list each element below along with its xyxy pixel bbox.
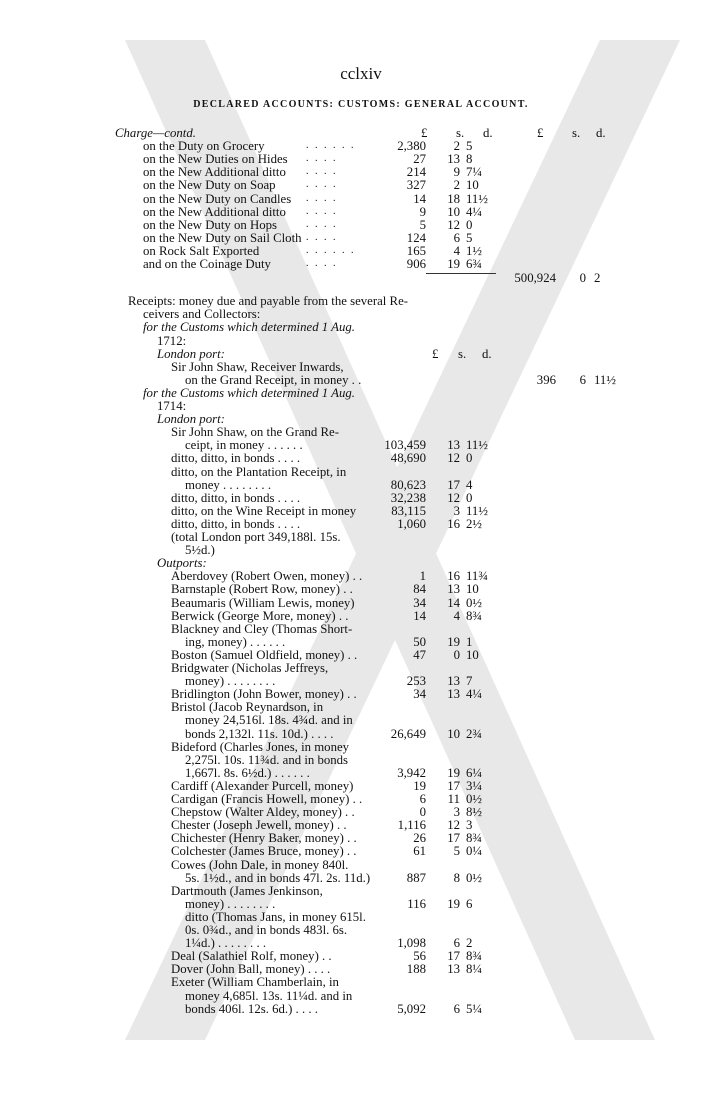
- outport-line: 1,667l. 8s. 6½d.) . . . . . .: [185, 765, 310, 780]
- customs-1714-year: 1714:: [157, 399, 187, 413]
- charge-line-label: on the New Additional ditto: [143, 165, 286, 180]
- charge-line-pounds: 5: [419, 217, 426, 232]
- london-port-line: 5½d.): [185, 543, 215, 558]
- outport-line-pence: 0½: [466, 870, 482, 885]
- shaw-1712-total-pence: 11½: [594, 372, 616, 387]
- outport-line-pence: 8¾: [466, 831, 482, 846]
- outport-line-shillings: 12: [447, 818, 460, 833]
- london-port-line-pounds: 83,115: [391, 503, 426, 518]
- shaw-1712-line: Sir John Shaw, Receiver Inwards,: [171, 359, 344, 374]
- outport-line-shillings: 19: [447, 896, 460, 911]
- outport-line-pounds: 0: [419, 805, 426, 820]
- charge-line-dots: . . . .: [306, 153, 338, 165]
- outport-line-pounds: 61: [413, 844, 426, 859]
- outport-line-shillings: 13: [447, 687, 460, 702]
- outport-line-pence: 10: [466, 647, 479, 662]
- outport-line-pence: 0¼: [466, 844, 482, 859]
- outport-line-shillings: 13: [447, 582, 460, 597]
- charge-total-pounds: 500,924: [514, 271, 556, 286]
- outport-line: Chepstow (Walter Aldey, money) . .: [171, 805, 355, 820]
- charge-line-pounds: 165: [406, 243, 426, 258]
- charge-line-shillings: 2: [453, 178, 460, 193]
- outport-line-pence: 2¾: [466, 726, 482, 741]
- outport-line-shillings: 3: [453, 805, 460, 820]
- outport-line-pence: 5¼: [466, 1001, 482, 1016]
- outport-line-pence: 3¼: [466, 778, 482, 793]
- london-port-line-pence: 0: [466, 490, 473, 505]
- charge-line-pence: 1½: [466, 243, 482, 258]
- charge-line-dots: . . . .: [306, 231, 338, 243]
- charge-line-pence: 7¼: [466, 165, 482, 180]
- page-number: cclxiv: [340, 64, 382, 83]
- outport-line: Dover (John Ball, money) . . . .: [171, 962, 331, 977]
- charge-line-dots: . . . . . .: [306, 140, 356, 152]
- outport-line-pounds: 26,649: [390, 726, 426, 741]
- receipts-heading-line: ceivers and Collectors:: [143, 307, 261, 322]
- london-port-line-pence: 11½: [466, 438, 488, 453]
- charge-line-pounds: 214: [406, 165, 426, 180]
- charge-line-shillings: 18: [447, 191, 460, 206]
- receipts-heading-line: Receipts: money due and payable from the several Re-: [128, 294, 409, 309]
- outport-line-pounds: 47: [413, 647, 426, 662]
- charge-sum-rule: [426, 273, 496, 274]
- outport-line-shillings: 6: [453, 1001, 460, 1016]
- outport-line-pounds: 14: [413, 608, 426, 623]
- outport-line-pounds: 3,942: [397, 765, 426, 780]
- outport-line: Dartmouth (James Jenkinson,: [171, 883, 323, 898]
- col-header-total-pence: d.: [596, 126, 606, 140]
- outport-line-pence: 0½: [466, 792, 482, 806]
- charge-line-pounds: 2,380: [397, 139, 426, 154]
- charge-line-label: on the New Duty on Sail Cloth: [143, 230, 302, 245]
- london-port-line-pounds: 80,623: [390, 477, 426, 492]
- london-port-line: money . . . . . . . .: [185, 477, 272, 492]
- outport-line-pence: 0½: [466, 595, 482, 610]
- london-port-line: ditto, on the Plantation Receipt, in: [171, 464, 347, 479]
- outport-line-pounds: 19: [413, 778, 426, 793]
- london-port-line: ditto, on the Wine Receipt in money: [171, 503, 357, 518]
- outport-line-pounds: 253: [406, 674, 426, 689]
- outport-line: Chester (Joseph Jewell, money) . .: [171, 818, 347, 833]
- charge-line-dots: . . . .: [306, 218, 338, 230]
- customs-1712-year: 1712:: [157, 333, 187, 348]
- shaw-1712-total-pounds: 396: [536, 372, 556, 387]
- outport-line-pounds: 50: [413, 634, 426, 649]
- london-port-line: Sir John Shaw, on the Grand Re-: [171, 425, 339, 440]
- outports-label: Outports:: [157, 556, 207, 571]
- col-header-pence: d.: [483, 126, 493, 140]
- london-port-line-pence: 0: [466, 451, 473, 466]
- outport-line-shillings: 0: [453, 647, 460, 662]
- charge-line-pence: 6¾: [466, 257, 482, 271]
- charge-line-pounds: 124: [406, 230, 426, 245]
- outport-line: Cardigan (Francis Howell, money) . .: [171, 792, 363, 806]
- outport-line-pence: 3: [466, 818, 473, 833]
- outport-line: Berwick (George More, money) . .: [171, 608, 349, 623]
- outport-line-shillings: 14: [447, 595, 460, 610]
- outport-line-pounds: 34: [413, 595, 426, 610]
- charge-line-dots: . . . .: [306, 205, 338, 217]
- outport-line: money 24,516l. 18s. 4¾d. and in: [185, 713, 353, 728]
- charge-line-shillings: 6: [453, 230, 460, 245]
- london-port-line-pounds: 48,690: [390, 451, 426, 466]
- outport-line: Barnstaple (Robert Row, money) . .: [171, 582, 353, 597]
- london-port-line-shillings: 17: [447, 477, 460, 492]
- london-port-line: ditto, ditto, in bonds . . . .: [171, 490, 301, 505]
- london-port-line-pence: 2½: [466, 516, 482, 531]
- charge-line-pounds: 327: [406, 178, 426, 193]
- london-port-line-shillings: 16: [447, 516, 460, 531]
- london-port-line: (total London port 349,188l. 15s.: [171, 530, 341, 544]
- customs-1712-heading: for the Customs which determined 1 Aug.: [143, 320, 355, 335]
- outport-line: Deal (Salathiel Rolf, money) . .: [171, 949, 332, 964]
- outport-line: Bideford (Charles Jones, in money: [171, 739, 350, 754]
- charge-line-shillings: 19: [447, 257, 460, 271]
- charge-line-shillings: 4: [453, 243, 460, 258]
- charge-line-label: on the Duty on Grocery: [143, 139, 265, 154]
- outport-line-pence: 8¾: [466, 608, 482, 623]
- london-port-line-shillings: 3: [453, 503, 460, 518]
- outport-line: 1¼d.) . . . . . . . .: [185, 936, 267, 951]
- charge-line-shillings: 10: [447, 204, 460, 219]
- charge-line-pounds: 906: [406, 257, 426, 271]
- charge-heading: Charge—contd.: [115, 126, 196, 140]
- london-port-line-pounds: 1,060: [397, 516, 426, 531]
- outport-line: Cardiff (Alexander Purcell, money): [171, 778, 354, 793]
- outport-line-shillings: 19: [447, 765, 460, 780]
- charge-line-dots: . . . . . .: [306, 244, 356, 256]
- outport-line-pence: 7: [466, 674, 473, 689]
- charge-total-pence: 2: [594, 271, 601, 286]
- outport-line-pounds: 34: [413, 687, 426, 702]
- outport-line: 5s. 1½d., and in bonds 47l. 2s. 11d.): [185, 870, 371, 885]
- outport-line: 2,275l. 10s. 11¾d. and in bonds: [185, 752, 349, 767]
- london-port-line: ditto, ditto, in bonds . . . .: [171, 451, 301, 466]
- outport-line: 0s. 0¾d., and in bonds 483l. 6s.: [185, 923, 348, 937]
- col-header-total-shillings: s.: [572, 126, 581, 140]
- charge-line-label: on the New Duties on Hides: [143, 152, 288, 167]
- outport-line: Cowes (John Dale, in money 840l.: [171, 857, 349, 872]
- outport-line: money) . . . . . . . .: [185, 674, 276, 689]
- outport-line-pounds: 1,098: [397, 936, 426, 951]
- col-header-mid-pounds: £: [432, 346, 439, 361]
- outport-line: Bridlington (John Bower, money) . .: [171, 687, 357, 702]
- outport-line-shillings: 5: [453, 844, 460, 859]
- outport-line: Chichester (Henry Baker, money) . .: [171, 831, 357, 846]
- outport-line-pounds: 56: [413, 949, 426, 964]
- charge-line-shillings: 12: [447, 217, 460, 232]
- outport-line-pounds: 116: [407, 896, 426, 911]
- london-port-line-shillings: 12: [447, 451, 460, 466]
- charge-line-dots: . . . .: [306, 258, 338, 269]
- outport-line-shillings: 17: [447, 831, 460, 846]
- outport-line: Bristol (Jacob Reynardson, in: [171, 700, 324, 715]
- charge-line-pounds: 14: [413, 191, 426, 206]
- outport-line: Colchester (James Bruce, money) . .: [171, 844, 357, 859]
- outport-line-pence: 8½: [466, 805, 482, 820]
- col-header-mid-pence: d.: [482, 346, 492, 361]
- london-port-line-shillings: 13: [447, 438, 460, 453]
- outport-line-shillings: 19: [447, 634, 460, 649]
- outport-line: Boston (Samuel Oldfield, money) . .: [171, 647, 358, 662]
- col-header-pounds: £: [421, 126, 428, 140]
- shaw-1712-line: on the Grand Receipt, in money . .: [185, 372, 362, 387]
- charge-line-shillings: 2: [453, 139, 460, 154]
- charge-line-label: on the New Additional ditto: [143, 204, 286, 219]
- outport-line: Beaumaris (William Lewis, money): [171, 595, 355, 610]
- charge-line-label: on Rock Salt Exported: [143, 243, 260, 258]
- customs-1714-heading: for the Customs which determined 1 Aug.: [143, 385, 355, 400]
- charge-line-dots: . . . .: [306, 192, 338, 204]
- outport-line-pence: 8¾: [466, 949, 482, 964]
- outport-line: bonds 406l. 12s. 6d.) . . . .: [185, 1001, 318, 1016]
- london-port-line: ditto, ditto, in bonds . . . .: [171, 516, 301, 531]
- running-head: DECLARED ACCOUNTS: CUSTOMS: GENERAL ACCOUNT.: [193, 99, 529, 110]
- outport-line-pence: 6¼: [466, 765, 482, 780]
- london-port-line-shillings: 12: [447, 490, 460, 505]
- outport-line-pence: 11¾: [466, 569, 488, 584]
- outport-line-pence: 6: [466, 896, 473, 911]
- charge-line-pence: 5: [466, 139, 473, 154]
- outport-line-pounds: 26: [413, 831, 426, 846]
- charge-line-pence: 0: [466, 217, 473, 232]
- outport-line-pence: 1: [466, 634, 473, 649]
- charge-line-dots: . . . .: [306, 179, 338, 191]
- outport-line-shillings: 13: [447, 962, 460, 977]
- charge-line-dots: . . . .: [306, 166, 338, 178]
- charge-line-shillings: 9: [453, 165, 460, 180]
- outport-line-shillings: 6: [453, 936, 460, 951]
- charge-line-label: on the New Duty on Hops: [143, 217, 277, 232]
- charge-line-label: and on the Coinage Duty: [143, 257, 271, 271]
- outport-line-pounds: 1,116: [397, 818, 426, 833]
- outport-line-pounds: 6: [419, 792, 426, 806]
- outport-line: ditto (Thomas Jans, in money 615l.: [185, 909, 366, 924]
- charge-line-shillings: 13: [447, 152, 460, 167]
- charge-line-pence: 4¼: [466, 204, 482, 219]
- outport-line-pounds: 1: [419, 569, 426, 584]
- charge-line-pence: 8: [466, 152, 473, 167]
- london-port-line-pence: 11½: [466, 503, 488, 518]
- outport-line: bonds 2,132l. 11s. 10d.) . . . .: [185, 726, 334, 741]
- london-port-line-pounds: 32,238: [390, 490, 426, 505]
- charge-line-pence: 11½: [466, 191, 488, 206]
- charge-line-pounds: 27: [413, 152, 426, 167]
- outport-line-pence: 10: [466, 582, 479, 597]
- col-header-shillings: s.: [456, 126, 465, 140]
- charge-line-pounds: 9: [419, 204, 426, 219]
- outport-line-shillings: 16: [447, 569, 460, 584]
- outport-line: ing, money) . . . . . .: [185, 634, 286, 649]
- outport-line: money) . . . . . . . .: [185, 896, 276, 911]
- outport-line-shillings: 8: [453, 870, 460, 885]
- outport-line-pence: 2: [466, 936, 473, 951]
- outport-line-pounds: 84: [413, 582, 426, 597]
- outport-line-pounds: 188: [406, 962, 426, 977]
- outport-line: Aberdovey (Robert Owen, money) . .: [171, 569, 363, 584]
- charge-line-pence: 5: [466, 230, 473, 245]
- london-port-label: London port:: [157, 346, 225, 361]
- shaw-1712-total-shillings: 6: [579, 372, 586, 387]
- charge-line-label: on the New Duty on Candles: [143, 191, 292, 206]
- outport-line-shillings: 13: [447, 674, 460, 689]
- outport-line-shillings: 4: [453, 608, 460, 623]
- outport-line: Blackney and Cley (Thomas Short-: [171, 621, 353, 636]
- outport-line: Exeter (William Chamberlain, in: [171, 975, 339, 990]
- outport-line-pounds: 887: [406, 870, 426, 885]
- london-port-line-pounds: 103,459: [384, 438, 426, 453]
- london-port-line: ceipt, in money . . . . . .: [185, 438, 303, 453]
- outport-line: money 4,685l. 13s. 11¼d. and in: [185, 988, 353, 1003]
- outport-line-shillings: 17: [447, 949, 460, 964]
- outport-line: Bridgwater (Nicholas Jeffreys,: [171, 661, 329, 675]
- outport-line-pounds: 5,092: [397, 1001, 426, 1016]
- charge-line-label: on the New Duty on Soap: [143, 178, 276, 193]
- outport-line-shillings: 10: [447, 726, 460, 741]
- outport-line-pence: 8¼: [466, 962, 482, 977]
- col-header-total-pounds: £: [537, 126, 544, 140]
- col-header-mid-shillings: s.: [458, 346, 467, 361]
- charge-total-shillings: 0: [579, 271, 586, 286]
- charge-line-pence: 10: [466, 178, 479, 193]
- outport-line-shillings: 11: [447, 792, 460, 806]
- london-port-line-pence: 4: [466, 477, 473, 492]
- outport-line-pence: 4¼: [466, 687, 482, 702]
- london-port-label: London port:: [157, 412, 225, 427]
- outport-line-shillings: 17: [447, 778, 460, 793]
